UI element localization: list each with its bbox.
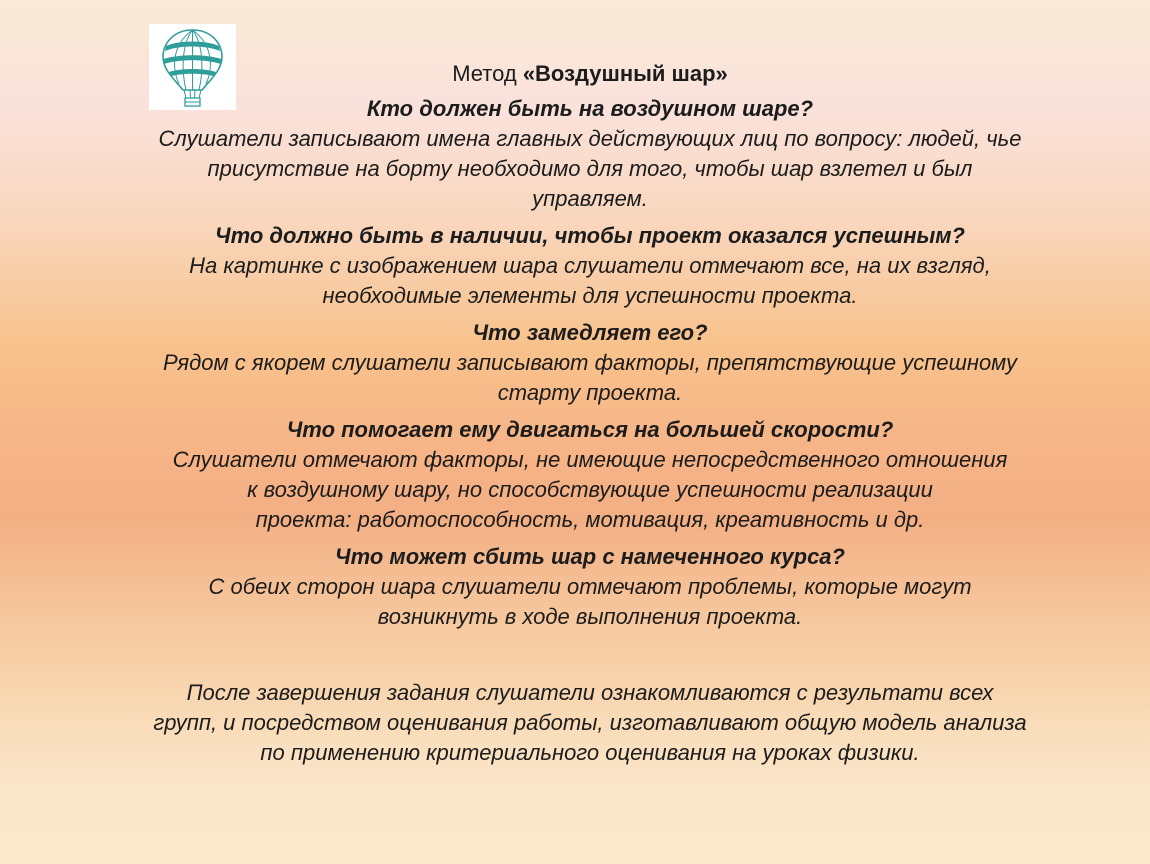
answer: Слушатели отмечают факторы, не имеющие непосредственного отношения к воздушному шару, но способствующие успешности реализации проекта: работоспособность, мотивация, креативность и др. [172, 447, 1008, 532]
answer: Слушатели записывают имена главных действующих лиц по вопросу: людей, чье присутствие на борту необходимо для того, чтобы шар взлетел и был управляем. [158, 126, 1022, 211]
question: Что может сбить шар с намеченного курса? [335, 544, 845, 569]
answer: С обеих сторон шара слушатели отмечают проблемы, которые могут возникнуть в ходе выполнения проекта. [208, 574, 972, 629]
section-slows [70, 318, 1110, 408]
question: Кто должен быть на воздушном шаре? [366, 96, 814, 121]
answer: На картинке с изображением шара слушатели отмечают все, на их взгляд, необходимые элементы для успешности проекта. [189, 253, 991, 308]
slide-body [70, 94, 1110, 768]
section-who [70, 94, 1110, 214]
question: Что замедляет его? [472, 320, 708, 345]
slide-title [0, 59, 1150, 89]
question: Что должно быть в наличии, чтобы проект оказался успешным? [215, 223, 965, 248]
method-name: «Воздушный шар» [522, 61, 728, 86]
section-what-needed [70, 221, 1110, 311]
section-speeds [70, 415, 1110, 535]
method-prefix: Метод [452, 61, 523, 86]
section-off-course [70, 542, 1110, 632]
answer: Рядом с якорем слушатели записывают факторы, препятствующие успешному старту проекта. [162, 350, 1018, 405]
question: Что помогает ему двигаться на большей скорости? [286, 417, 894, 442]
conclusion-text: После завершения задания слушатели ознакомливаются с результати всех групп, и посредством оценивания работы, изготавливают общую модель анализа по применению критериального оценивания на уроках физики. [153, 680, 1027, 765]
